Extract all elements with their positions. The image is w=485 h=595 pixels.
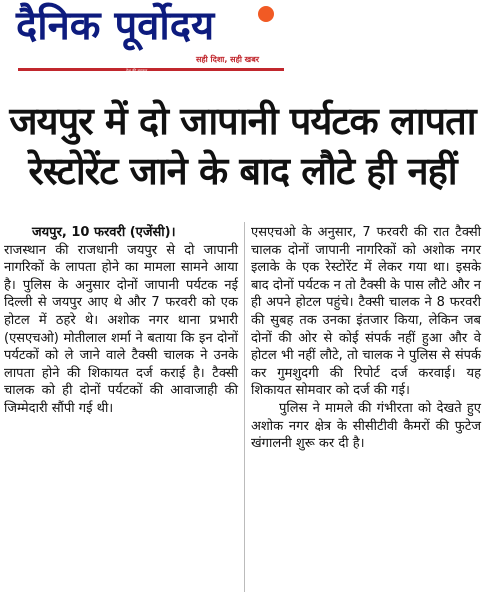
article-paragraph-2: एसएचओ के अनुसार, 7 फरवरी की रात टैक्सी चालक दोनों जापानी नागरिकों को अशोक नगर इलाके के एक रेस्टोरेंट में लेकर गया था। इसके बाद दोनों पर्यटक न तो टैक्सी के पास लौटे और न ही अपने होटल पहुंचे। टैक्सी चालक ने 8 फरवरी की सुबह तक उनका इंतजार किया, लेकिन जब दोनों की ओर से कोई संपर्क नहीं हुआ और वे होटल भी नहीं लौटे, तो चालक ने पुलिस से संपर्क कर गुमशुदगी की रिपोर्ट दर्ज करवाई। यह शिकायत सोमवार को दर्ज की गई। — [251, 225, 481, 399]
article-column-left — [4, 224, 238, 418]
masthead-tagline: सही दिशा, सही खबर — [196, 55, 260, 64]
column-divider — [244, 222, 245, 592]
headline-line-1: जयपुर में दो जापानी पर्यटक लापता — [9, 99, 476, 143]
masthead-rule — [18, 68, 284, 71]
masthead — [0, 0, 485, 82]
newspaper-logo: दैनिक पूर्वोदय — [16, 3, 215, 49]
article-paragraph-3: पुलिस ने मामले की गंभीरता को देखते हुए अशोक नगर क्षेत्र के सीसीटीवी कैमरों की फुटेज खंगालनी शुरू कर दी है। — [251, 400, 481, 452]
sun-icon — [258, 6, 274, 22]
article-dateline: जयपुर, 10 फरवरी (एजेंसी)। — [32, 225, 176, 240]
article-paragraph-1: राजस्थान की राजधानी जयपुर से दो जापानी नागरिकों के लापता होने का मामला सामने आया है। पुलिस के अनुसार दोनों जापानी पर्यटक नई दिल्ली से जयपुर आए थे और 7 फरवरी को एक होटल में ठहरे थे। अशोक नगर थाना प्रभारी (एसएचओ) मोतीलाल शर्मा ने बताया कि इन दोनों पर्यटकों को ले जाने वाले टैक्सी चालक ने उनके लापता होने की शिकायत दर्ज कराई है। टैक्सी चालक को ही दोनों पर्यटकों की आवाजाही की जिम्मेदारी सौंपी गई थी। — [4, 242, 238, 416]
masthead-strip-text: देश की धड़कन — [126, 68, 148, 73]
headline-line-2: रेस्टोरेंट जाने के बाद लौटे ही नहीं — [28, 149, 457, 193]
article-column-right — [251, 224, 481, 453]
